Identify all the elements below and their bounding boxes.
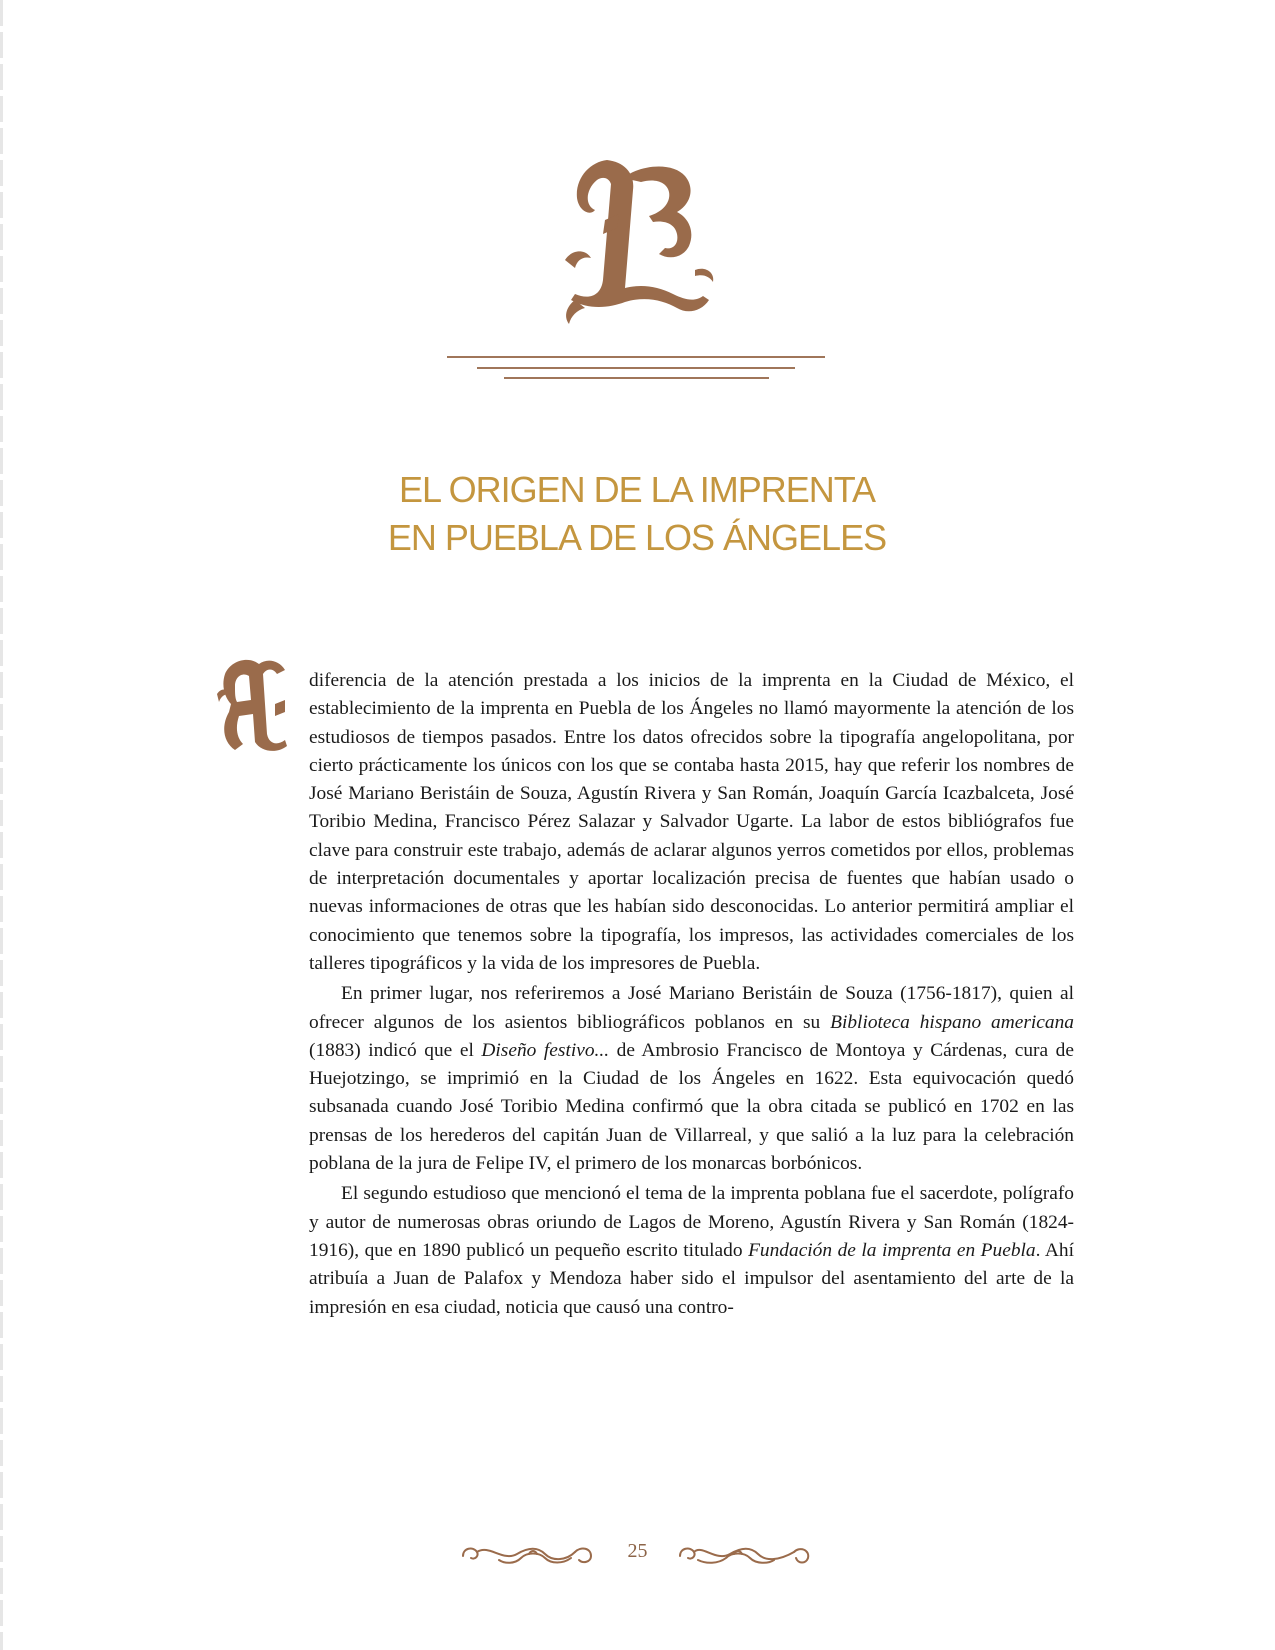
chapter-title — [337, 466, 937, 562]
paragraph-2 — [309, 980, 1074, 1178]
title-rule-short — [504, 377, 769, 379]
paragraph-3-part-a: El segundo estudioso que mencionó el tema de la imprenta poblana fue el sacerdote, polígrafo y autor de numerosas obras oriundo de Lagos de Moreno, Agustín Rivera y San Román (1824-1916), que en 1890 publicó un pequeño escrito titulado — [309, 1183, 1074, 1261]
chapter-title-line-2: EN PUEBLA DE LOS ÁNGELES — [387, 517, 887, 559]
paragraph-3 — [309, 1180, 1074, 1321]
blackletter-l-icon — [545, 150, 735, 340]
book-title-fundacion: Fundación de la imprenta en Puebla — [748, 1239, 1036, 1261]
title-rule-long — [447, 356, 825, 358]
body-text — [309, 667, 1074, 1322]
book-title-biblioteca: Biblioteca hispano americana — [830, 1011, 1074, 1033]
paragraph-2-part-c: de Ambrosio Francisco de Montoya y Cárdenas, cura de Huejotzingo, se imprimió en la Ciudad de los Ángeles en 1622. Esta equivocación quedó subsanada cuando José Toribio Medina confirmó que la obra citada se publicó en 1702 en las prensas de los herederos del capitán Juan de Villarreal, y que salió a la luz para la celebración poblana de la jura de Felipe IV, el primero de los monarcas borbónicos. — [309, 1039, 1074, 1175]
flourish-right-icon — [672, 1536, 812, 1572]
page-number: 25 — [627, 1540, 648, 1562]
paragraph-2-part-a: En primer lugar, nos referiremos a José Mariano Beristáin de Souza (1756-1817), quien al ofrecer algunos de los asientos bibliográficos poblanos en su — [309, 983, 1074, 1033]
blackletter-a-icon — [215, 654, 295, 754]
paragraph-1: diferencia de la atención prestada a los inicios de la imprenta en la Ciudad de México, el establecimiento de la imprenta en Puebla de los Ángeles no llamó mayormente la atención de los estudiosos de tiempos pasados. Entre los datos ofrecidos sobre la tipografía angelopolitana, por cierto prácticamente los únicos con los que se contaba hasta 2015, hay que referir los nombres de José Mariano Beristáin de Souza, Agustín Rivera y San Román, Joaquín García Icazbalceta, José Toribio Medina, Francisco Pérez Salazar y Salvador Ugarte. La labor de estos bibliógrafos fue clave para construir este trabajo, además de aclarar algunos yerros cometidos por ellos, problemas de interpretación documentales y aportar localización precisa de fuentes que habían usado o nuevas informaciones de otras que les habían sido desconocidas. Lo anterior permitirá ampliar el conocimiento que tenemos sobre la tipografía, los impresos, las actividades comerciales de los talleres tipográficos y la vida de los impresores de Puebla. — [309, 670, 1074, 974]
flourish-left-icon — [459, 1536, 599, 1572]
ornamental-initial-l — [545, 150, 735, 340]
paragraph-3-part-b: . Ahí atribuía a Juan de Palafox y Mendoza haber sido el impulsor del asentamiento del arte de la impresión en esa ciudad, noticia que causó una contro- — [309, 1239, 1074, 1318]
paragraph-2-part-b: (1883) indicó que el — [309, 1039, 482, 1061]
chapter-title-line-1: EL ORIGEN DE LA IMPRENTA — [398, 469, 876, 511]
drop-cap-a — [215, 654, 295, 754]
title-rule-medium — [477, 367, 795, 369]
page-edge-binding — [0, 0, 3, 1650]
page-footer — [0, 1536, 1275, 1576]
book-title-diseno: Diseño festivo... — [481, 1039, 610, 1061]
